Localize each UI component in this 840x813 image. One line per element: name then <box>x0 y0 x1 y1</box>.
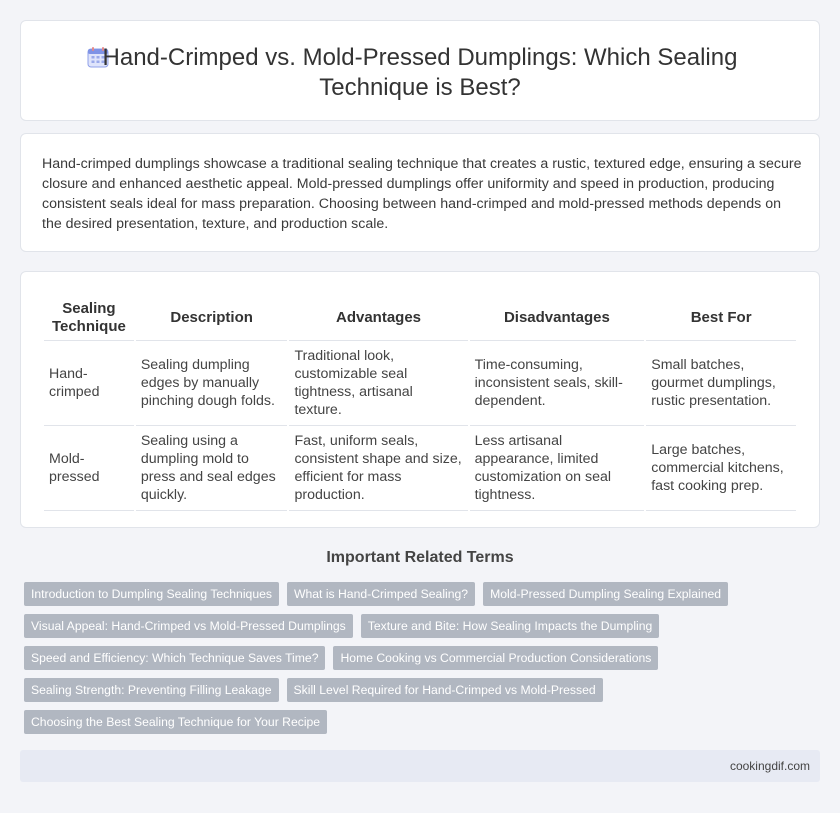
related-term-tag[interactable]: What is Hand-Crimped Sealing? <box>287 582 475 606</box>
related-term-tag[interactable]: Home Cooking vs Commercial Production Considerations <box>333 646 658 670</box>
related-term-tag[interactable]: Skill Level Required for Hand-Crimped vs Mold-Pressed <box>287 678 603 702</box>
related-terms-heading: Important Related Terms <box>326 549 514 566</box>
related-term-tag[interactable]: Texture and Bite: How Sealing Impacts the Dumpling <box>361 614 660 638</box>
table-row <box>44 426 796 511</box>
cell-best-for: Small batches, gourmet dumplings, rustic presentation. <box>646 341 796 426</box>
related-term-tag[interactable]: Introduction to Dumpling Sealing Techniques <box>24 582 279 606</box>
page-title: Hand-Crimped vs. Mold-Pressed Dumplings: Which Sealing Technique is Best? <box>102 44 738 101</box>
comparison-table-card <box>20 271 820 528</box>
header-description: Description <box>136 296 288 341</box>
related-term-tag[interactable]: Speed and Efficiency: Which Technique Saves Time? <box>24 646 325 670</box>
cell-advantages: Fast, uniform seals, consistent shape and size, efficient for mass production. <box>289 426 467 511</box>
cell-description: Sealing dumpling edges by manually pinching dough folds. <box>136 341 288 426</box>
cell-technique: Hand-crimped <box>44 341 134 426</box>
footer <box>20 750 820 782</box>
related-term-tag[interactable]: Mold-Pressed Dumpling Sealing Explained <box>483 582 728 606</box>
header-best-for: Best For <box>646 296 796 341</box>
related-term-tag[interactable]: Visual Appeal: Hand-Crimped vs Mold-Pressed Dumplings <box>24 614 353 638</box>
header-advantages: Advantages <box>289 296 467 341</box>
cell-disadvantages: Less artisanal appearance, limited customization on seal tightness. <box>470 426 645 511</box>
related-term-tag[interactable]: Sealing Strength: Preventing Filling Leakage <box>24 678 279 702</box>
cell-disadvantages: Time-consuming, inconsistent seals, skill-dependent. <box>470 341 645 426</box>
cell-technique: Mold-pressed <box>44 426 134 511</box>
title-card <box>20 20 820 121</box>
header-sealing-technique: Sealing Technique <box>44 296 134 341</box>
header-disadvantages: Disadvantages <box>470 296 645 341</box>
cell-advantages: Traditional look, customizable seal tightness, artisanal texture. <box>289 341 467 426</box>
table-row <box>44 341 796 426</box>
cell-description: Sealing using a dumpling mold to press and seal edges quickly. <box>136 426 288 511</box>
related-terms-list <box>24 582 794 734</box>
comparison-table <box>42 296 798 511</box>
footer-site-link[interactable]: cookingdif.com <box>729 759 810 773</box>
table-header-row <box>44 296 796 341</box>
cell-best-for: Large batches, commercial kitchens, fast cooking prep. <box>646 426 796 511</box>
intro-card <box>20 133 820 252</box>
intro-paragraph: Hand-crimped dumplings showcase a traditional sealing technique that creates a rustic, textured edge, ensuring a secure closure and enhanced aesthetic appeal. Mold-pressed dumplings offer uniformity and speed in production, producing consistent seals ideal for mass preparation. Choosing between hand-crimped and mold-pressed methods depends on the desired presentation, texture, and production scale. <box>42 156 802 232</box>
related-term-tag[interactable]: Choosing the Best Sealing Technique for Your Recipe <box>24 710 327 734</box>
